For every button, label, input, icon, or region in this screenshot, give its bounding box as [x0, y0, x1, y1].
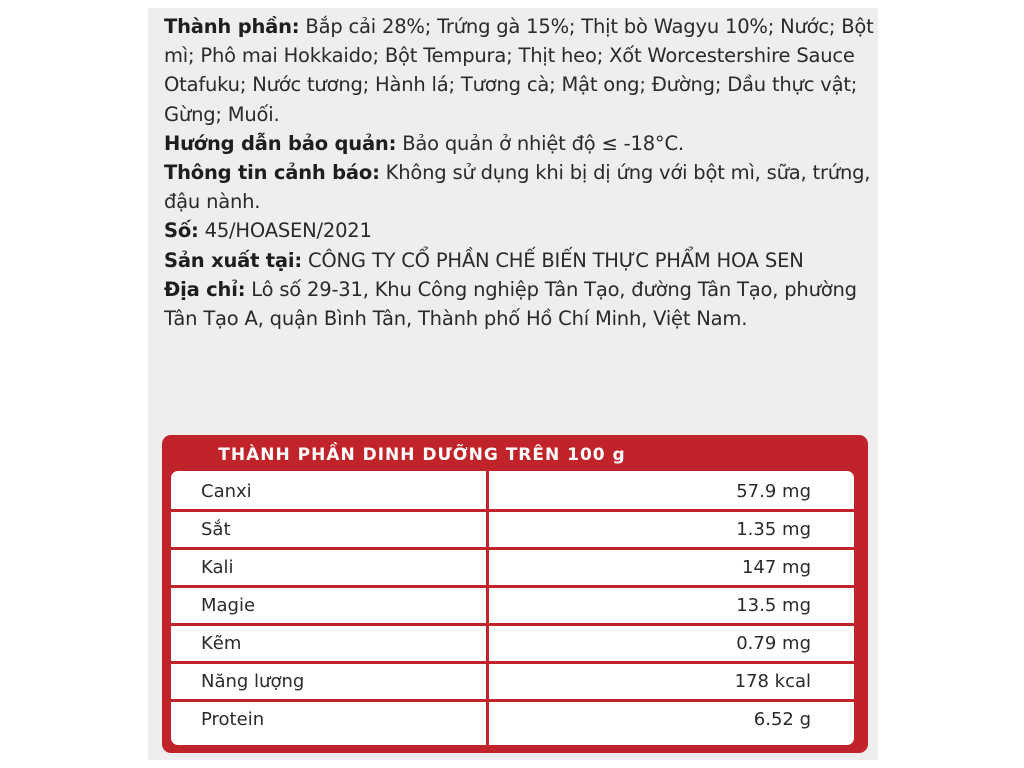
table-row	[171, 512, 854, 547]
nutrient-value: 1.35 mg	[736, 519, 811, 540]
number-paragraph	[164, 216, 876, 245]
nutrition-box	[162, 435, 868, 753]
nutrient-value: 178 kcal	[734, 671, 811, 692]
manufacturer-label: Sản xuất tại:	[164, 248, 302, 272]
nutrient-value: 0.79 mg	[736, 633, 811, 654]
storage-label: Hướng dẫn bảo quản:	[164, 131, 397, 155]
warning-paragraph	[164, 158, 876, 216]
ingredients-label: Thành phần:	[164, 15, 300, 38]
warning-value: Không sử dụng khi bị dị ứng với bột mì, sữa, trứng, đậu nành.	[164, 161, 871, 214]
table-row	[171, 550, 854, 585]
nutrient-name: Năng lượng	[201, 671, 305, 692]
table-row	[171, 626, 854, 661]
number-label: Số:	[164, 219, 199, 243]
nutrient-name: Kẽm	[201, 633, 242, 654]
storage-paragraph	[164, 129, 876, 158]
nutrient-value: 147 mg	[741, 557, 811, 578]
table-row	[171, 702, 854, 737]
ingredients-value: Bắp cải 28%; Trứng gà 15%; Thịt bò Wagyu 10%; Nước; Bột mì; Phô mai Hokkaido; Bột Tempura; Thịt heo; Xốt Worcestershire Sauce Otafuku; Nước tương; Hành lá; Tương cà; Mật ong; Đường; Dầu thực vật; Gừng; Muối.	[164, 15, 874, 126]
product-info-text	[164, 12, 876, 333]
nutrition-table	[171, 471, 854, 745]
table-row	[171, 588, 854, 623]
number-value: 45/HOASEN/2021	[204, 219, 372, 243]
nutrient-value: 6.52 g	[753, 709, 811, 730]
storage-value: Bảo quản ở nhiệt độ ≤ -18°C.	[402, 131, 684, 155]
manufacturer-value: CÔNG TY CỔ PHẦN CHẾ BIẾN THỰC PHẨM HOA SEN	[307, 248, 804, 272]
address-value: Lô số 29-31, Khu Công nghiệp Tân Tạo, đường Tân Tạo, phường Tân Tạo A, quận Bình Tân, Thành phố Hồ Chí Minh, Việt Nam.	[164, 277, 857, 331]
nutrition-title: THÀNH PHẦN DINH DƯỠNG TRÊN 100 g	[218, 445, 626, 465]
nutrient-value: 57.9 mg	[736, 481, 811, 502]
table-row	[171, 474, 854, 509]
address-label: Địa chỉ:	[164, 277, 246, 301]
nutrient-value: 13.5 mg	[736, 595, 811, 616]
address-paragraph	[164, 275, 876, 333]
nutrient-name: Canxi	[201, 481, 252, 502]
table-row	[171, 664, 854, 699]
manufacturer-paragraph	[164, 246, 876, 275]
nutrient-name: Kali	[201, 557, 234, 578]
nutrient-name: Protein	[201, 709, 265, 730]
ingredients-paragraph	[164, 12, 876, 129]
nutrient-name: Sắt	[201, 519, 231, 540]
warning-label: Thông tin cảnh báo:	[164, 161, 380, 185]
nutrient-name: Magie	[201, 595, 256, 616]
